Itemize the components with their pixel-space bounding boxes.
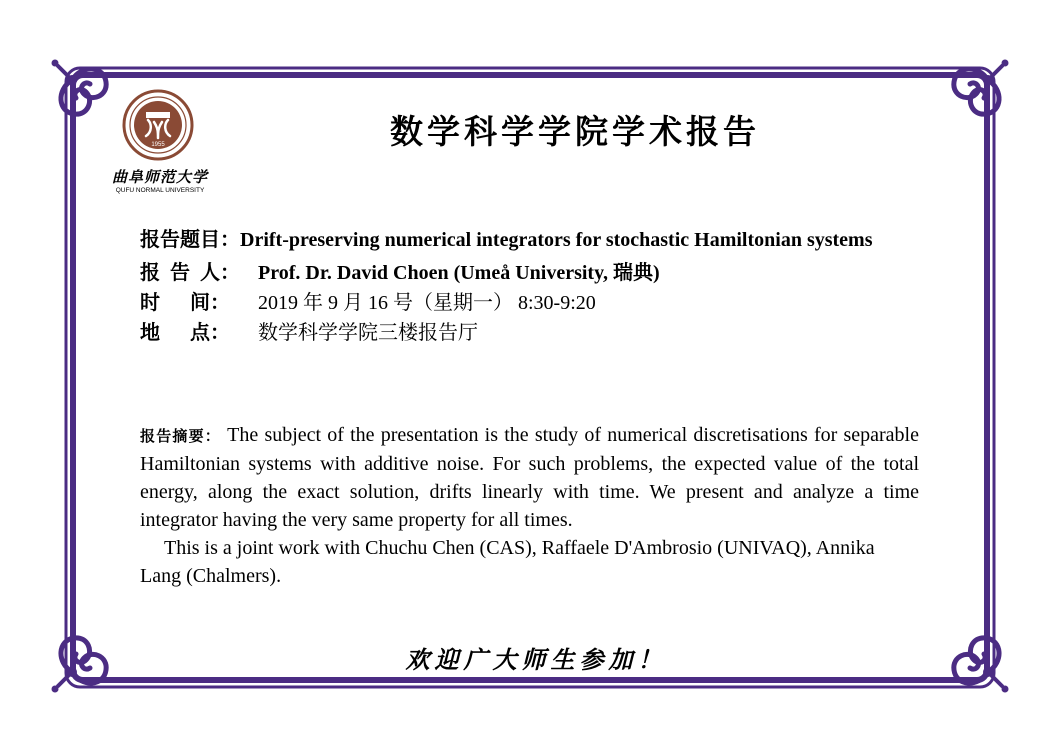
time-label: 时 间： xyxy=(140,292,230,314)
place-value: 数学科学学院三楼报告厅 xyxy=(258,322,478,344)
talk-info xyxy=(140,224,918,349)
speaker-value: Prof. Dr. David Choen (Umeå University, 瑞典) xyxy=(258,262,660,284)
corner-ornament-bottom-right xyxy=(954,638,1009,693)
abstract xyxy=(140,421,919,590)
abstract-text-1: The subject of the presentation is the study of numerical discretisations for separable Hamiltonian systems with additive noise. For such problems, the expected value of the total energy, along the exact solution, drifts linearly with time. We present and analyze a time integrator having the very same property for all times. xyxy=(140,424,919,531)
university-name-en: QUFU NORMAL UNIVERSITY xyxy=(115,187,205,194)
seal-year: 1955 xyxy=(151,142,165,148)
place-label: 地 点： xyxy=(140,322,230,344)
speaker-label: 报 告 人： xyxy=(140,262,240,284)
time-value: 2019 年 9 月 16 号（星期一） 8:30-9:20 xyxy=(258,292,596,314)
abstract-paragraph-1 xyxy=(140,421,919,534)
university-name-cn: 曲阜师范大学 xyxy=(111,168,208,186)
welcome-message: 欢迎广大师生参加！ xyxy=(405,646,667,674)
time-row xyxy=(140,287,918,319)
corner-ornament-bottom-left xyxy=(52,638,107,693)
page-title: 数学科学学院学术报告 xyxy=(390,112,760,151)
speaker-row xyxy=(140,257,918,289)
place-row xyxy=(140,317,918,349)
abstract-paragraph-2: This is a joint work with Chuchu Chen (CAS), Raffaele D'Ambrosio (UNIVAQ), Annika Lang (Chalmers). xyxy=(140,537,875,587)
topic-row xyxy=(140,224,918,256)
abstract-label: 报告摘要： xyxy=(140,427,221,445)
topic-label: 报告题目： xyxy=(140,229,240,251)
topic-value: Drift-preserving numerical integrators for stochastic Hamiltonian systems xyxy=(240,229,873,251)
